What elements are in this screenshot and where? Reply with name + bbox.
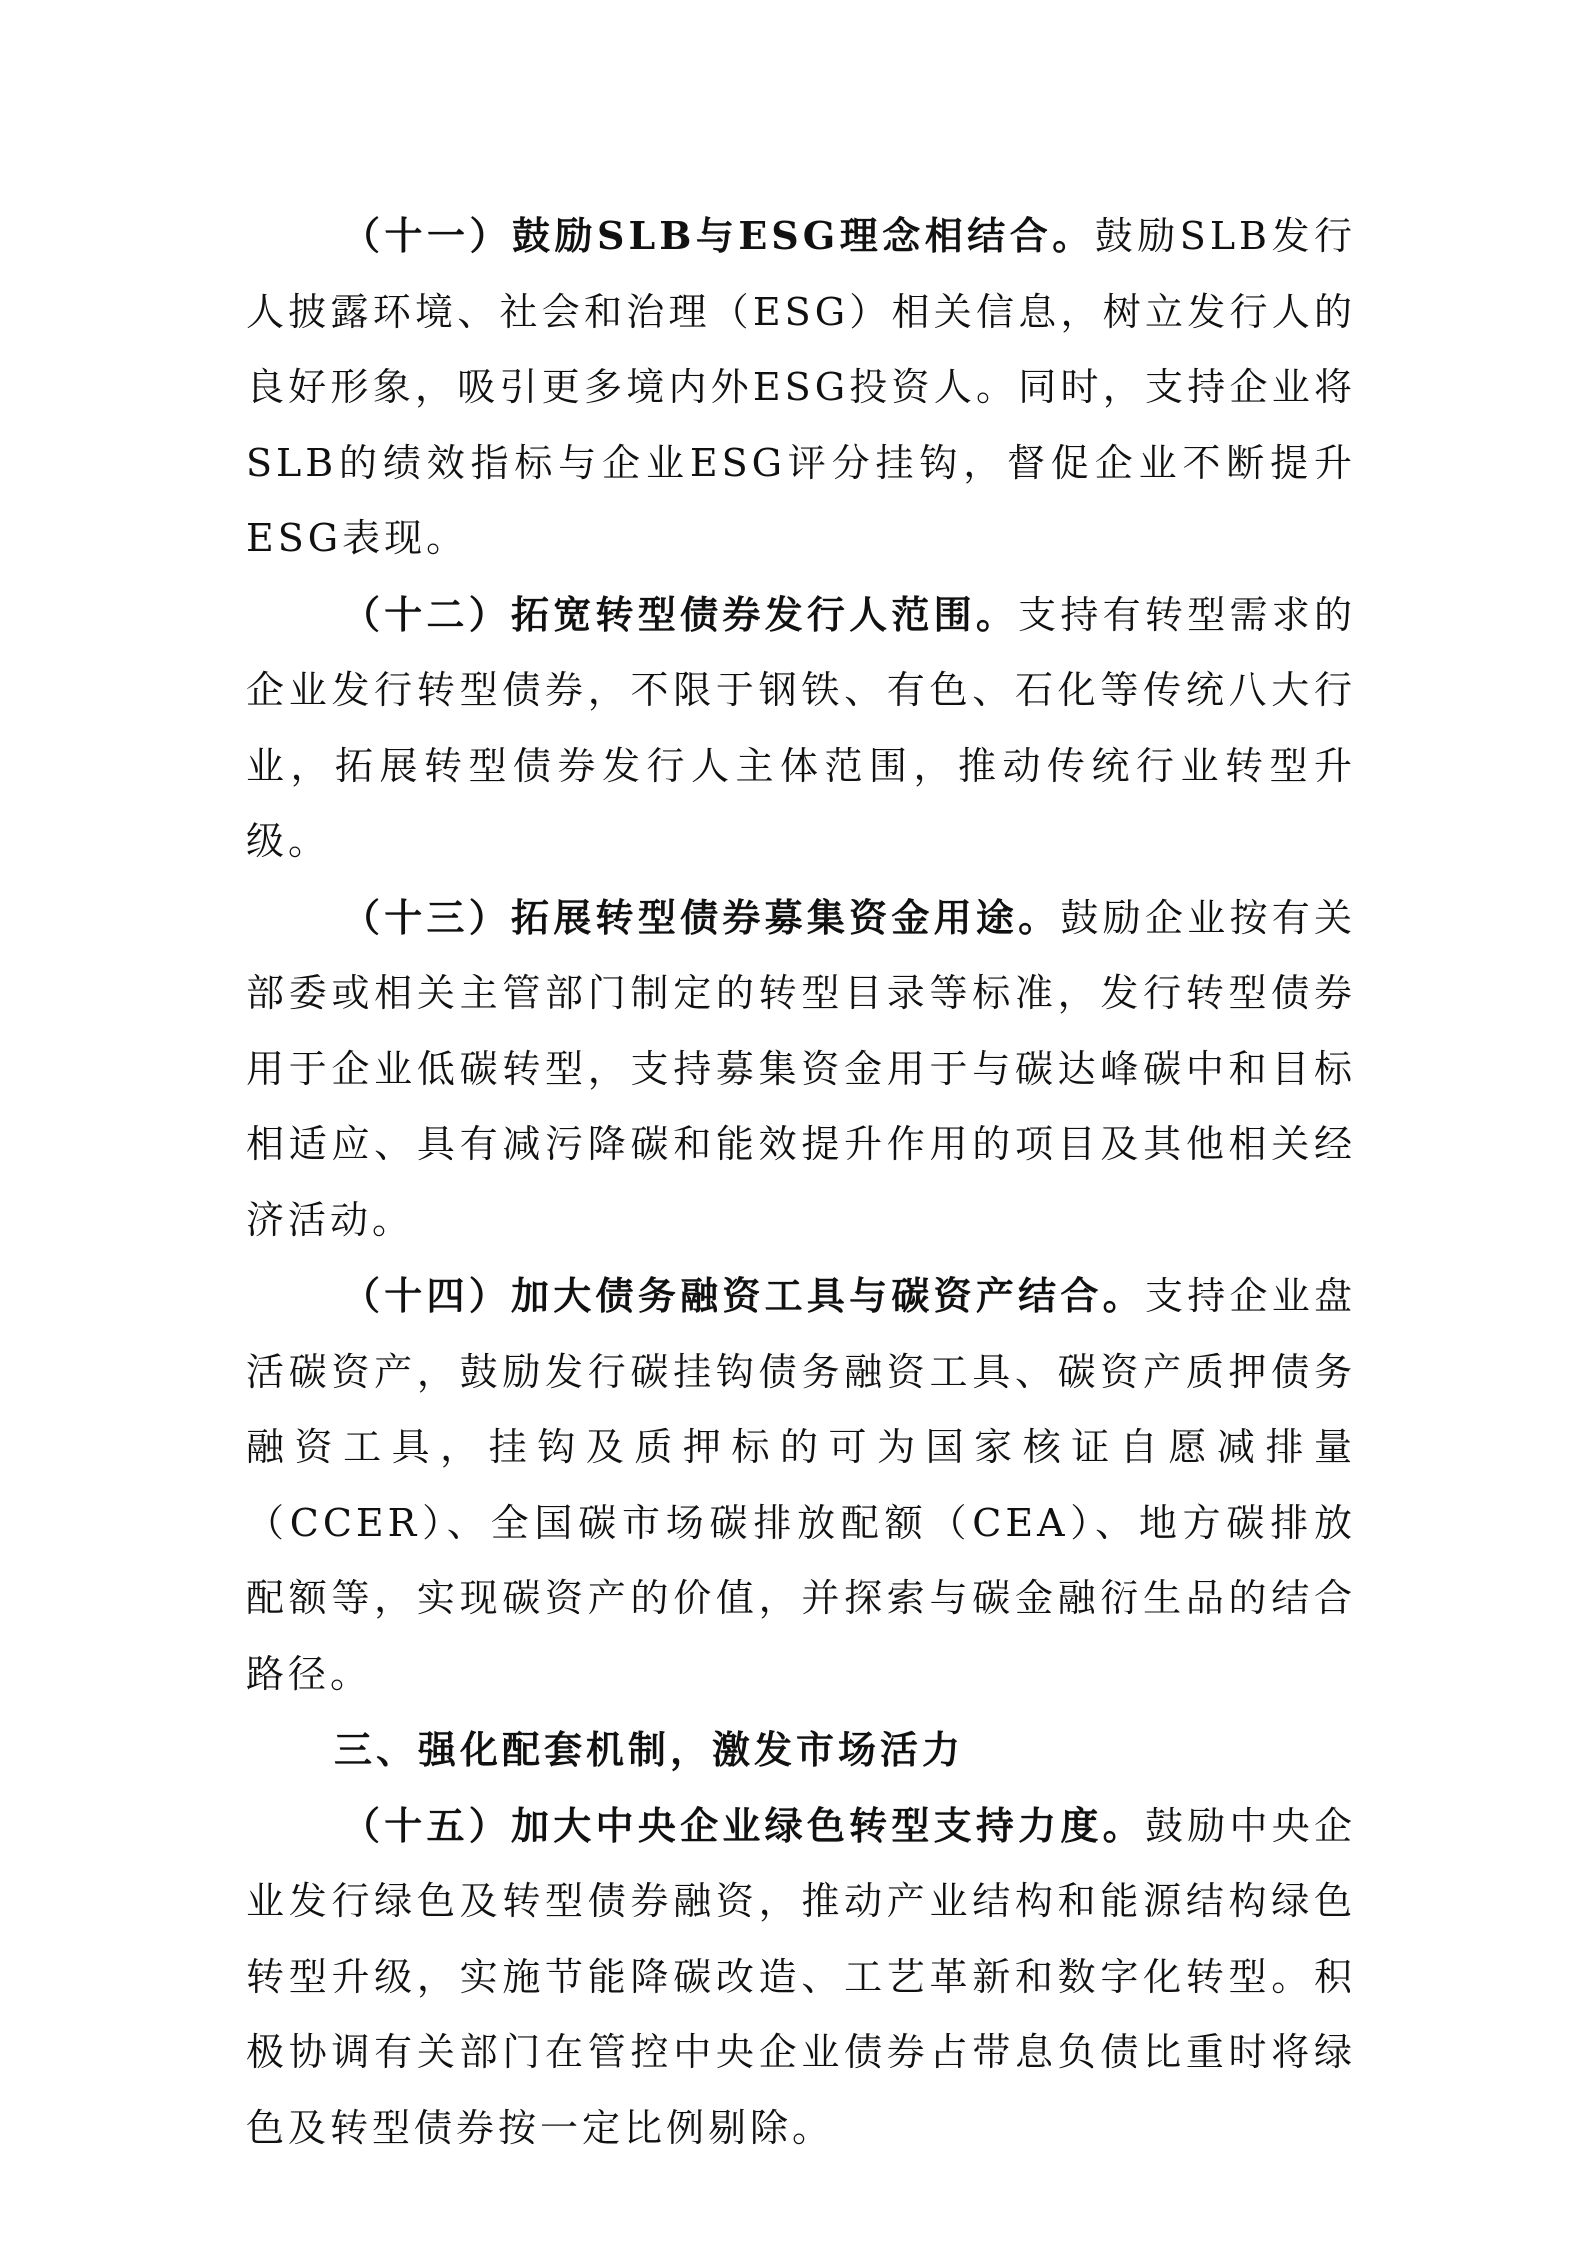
paragraph-11-body: 鼓励SLB发行人披露环境、社会和治理（ESG）相关信息，树立发行人的良好形象，吸引更多境内外ESG投资人。同时，支持企业将SLB的绩效指标与企业ESG评分挂钩，督促企业不断提升ESG表现。: [246, 214, 1356, 560]
paragraph-12: [246, 577, 1356, 880]
paragraph-13: [246, 880, 1356, 1259]
paragraph-13-body: 鼓励企业按有关部委或相关主管部门制定的转型目录等标准，发行转型债券用于企业低碳转型，支持募集资金用于与碳达峰碳中和目标相适应、具有减污降碳和能效提升作用的项目及其他相关经济活动。: [246, 895, 1356, 1242]
paragraph-14-body: 支持企业盘活碳资产，鼓励发行碳挂钩债务融资工具、碳资产质押债务融资工具，挂钩及质押标的可为国家核证自愿减排量（CCER）、全国碳市场碳排放配额（CEA）、地方碳排放配额等，实现碳资产的价值，并探索与碳金融衍生品的结合路径。: [246, 1274, 1356, 1696]
paragraph-13-heading: （十三）拓展转型债券募集资金用途。: [342, 894, 1061, 940]
paragraph-12-body: 支持有转型需求的企业发行转型债券，不限于钢铁、有色、石化等传统八大行业，拓展转型债券发行人主体范围，推动传统行业转型升级。: [246, 592, 1356, 863]
paragraph-11-heading: （十一）鼓励SLB与ESG理念相结合。: [342, 213, 1095, 258]
section-heading: 三、强化配套机制，激发市场活力: [334, 1727, 965, 1772]
document-body: [246, 198, 1356, 2166]
paragraph-15: [246, 1788, 1356, 2167]
paragraph-15-heading: （十五）加大中央企业绿色转型支持力度。: [342, 1802, 1145, 1848]
paragraph-11: [246, 198, 1356, 577]
paragraph-15-body: 鼓励中央企业发行绿色及转型债券融资，推动产业结构和能源结构绿色转型升级，实施节能降碳改造、工艺革新和数字化转型。积极协调有关部门在管控中央企业债券占带息负债比重时将绿色及转型债券按一定比例剔除。: [246, 1803, 1356, 2150]
paragraph-14-heading: （十四）加大债务融资工具与碳资产结合。: [342, 1273, 1145, 1318]
paragraph-14: [246, 1258, 1356, 1712]
paragraph-12-heading: （十二）拓宽转型债券发行人范围。: [342, 591, 1019, 637]
